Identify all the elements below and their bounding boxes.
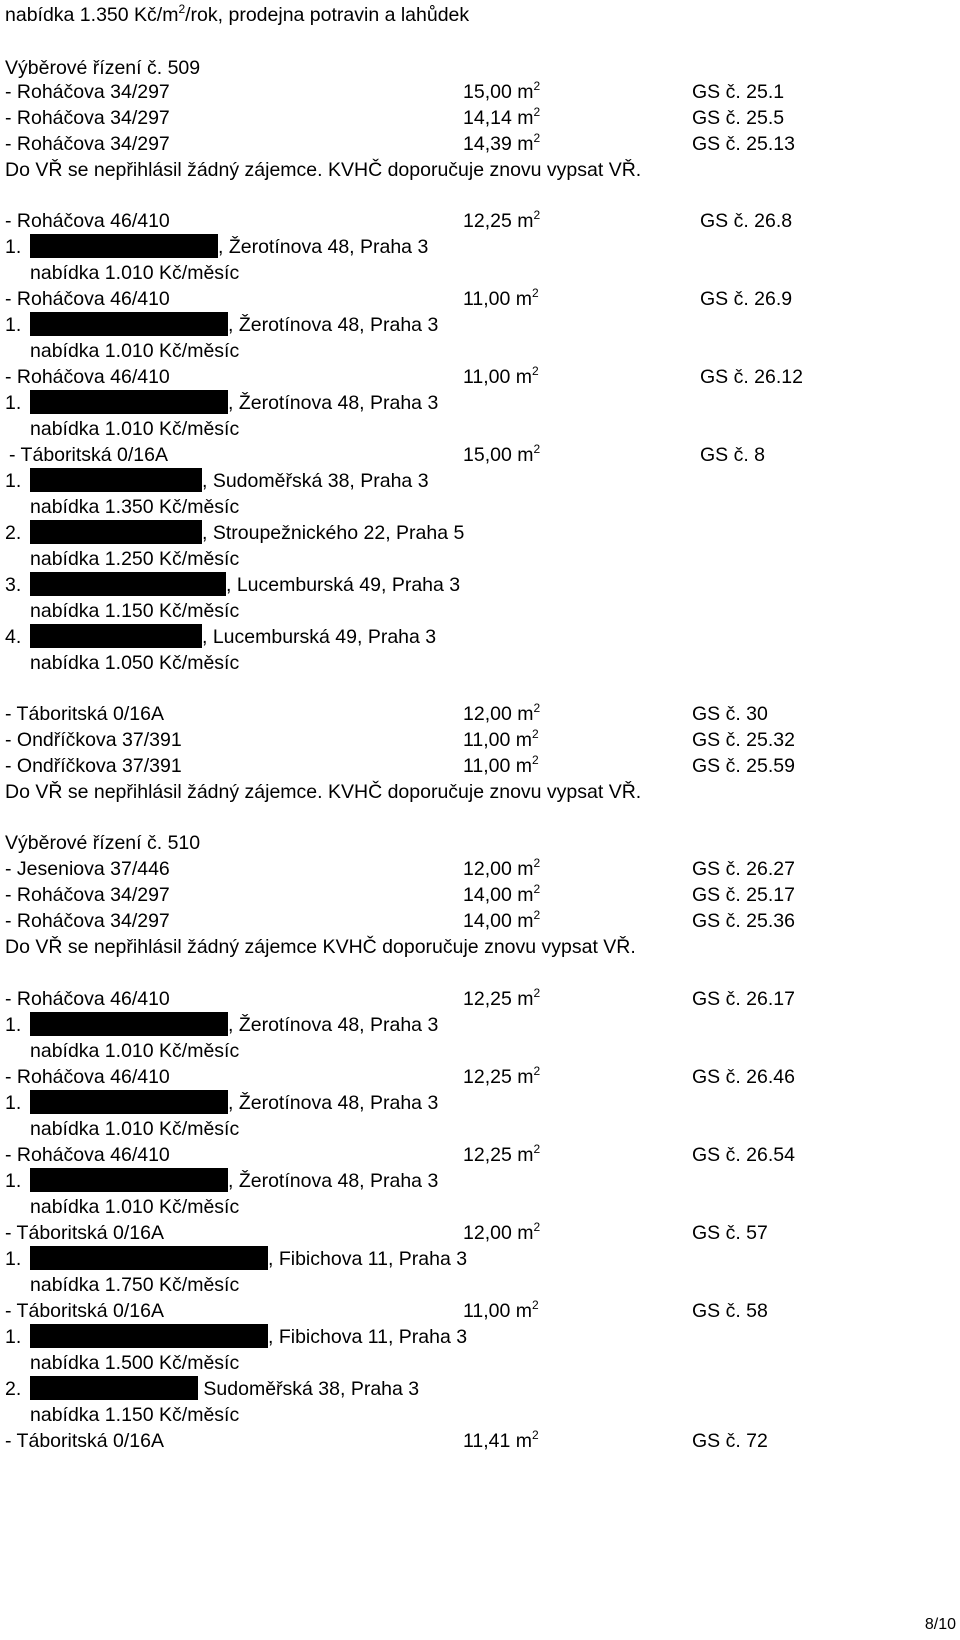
bidder-rank: 1. <box>5 236 22 258</box>
listing-row <box>0 985 960 1013</box>
section-heading-510 <box>0 829 960 857</box>
offer-text: nabídka 1.150 Kč/měsíc <box>30 1404 240 1426</box>
note-line <box>0 778 960 806</box>
offer-text: nabídka 1.010 Kč/měsíc <box>30 1118 240 1140</box>
address: - Roháčova 34/297 <box>5 910 170 932</box>
area: 11,00 m <box>463 366 533 388</box>
offer-text: nabídka 1.010 Kč/měsíc <box>30 418 240 440</box>
superscript: 2 <box>533 986 541 1000</box>
gs-number: GS č. 25.17 <box>692 884 795 906</box>
listing-row <box>0 285 960 313</box>
bidder-address: , Žerotínova 48, Praha 3 <box>228 1092 439 1114</box>
listing-row <box>0 1219 960 1247</box>
note: Do VŘ se nepřihlásil žádný zájemce. KVHČ doporučuje znovu vypsat VŘ. <box>5 159 642 181</box>
offer-line <box>0 259 960 287</box>
listing-row <box>0 726 960 754</box>
bidder-rank: 1. <box>5 1014 22 1036</box>
offer-text: nabídka 1.010 Kč/měsíc <box>30 340 240 362</box>
address: - Táboritská 0/16A <box>5 1300 164 1322</box>
offer-line <box>0 1037 960 1065</box>
offer-text: nabídka 1.010 Kč/měsíc <box>30 1040 240 1062</box>
redaction-bar <box>30 572 226 596</box>
gs-number: GS č. 30 <box>692 703 768 725</box>
superscript: 2 <box>533 1142 541 1156</box>
bidder-address: , Fibichova 11, Praha 3 <box>268 1326 468 1348</box>
listing-row <box>0 752 960 780</box>
offer-text: /rok, prodejna potravin a lahůdek <box>185 4 470 26</box>
redaction-bar <box>30 624 202 648</box>
gs-number: GS č. 25.59 <box>692 755 795 777</box>
bidder-rank: 1. <box>5 314 22 336</box>
page-number: 8/10 <box>924 1616 956 1633</box>
gs-number: GS č. 25.36 <box>692 910 795 932</box>
area: 14,00 m <box>463 910 534 932</box>
listing-row <box>0 1141 960 1169</box>
gs-number: GS č. 26.9 <box>700 288 793 310</box>
area: 12,25 m <box>463 1144 534 1166</box>
listing-row <box>0 441 960 469</box>
redaction-bar <box>30 468 202 492</box>
bidder-address: , Stroupežnického 22, Praha 5 <box>202 522 465 544</box>
address: - Roháčova 46/410 <box>5 988 170 1010</box>
gs-number: GS č. 72 <box>692 1430 768 1452</box>
address: - Roháčova 46/410 <box>5 210 170 232</box>
bidder-rank: 4. <box>5 626 22 648</box>
gs-number: GS č. 25.1 <box>692 81 785 103</box>
listing-row <box>0 855 960 883</box>
area: 14,00 m <box>463 884 534 906</box>
gs-number: GS č. 26.54 <box>692 1144 795 1166</box>
listing-row <box>0 1297 960 1325</box>
offer-line <box>0 337 960 365</box>
area: 12,25 m <box>463 210 534 232</box>
area: 12,25 m <box>463 988 534 1010</box>
area: 12,00 m <box>463 703 534 725</box>
superscript: 2 <box>532 364 539 378</box>
gs-number: GS č. 8 <box>700 444 766 466</box>
bidder-address: , Fibichova 11, Praha 3 <box>268 1248 468 1270</box>
offer-line <box>0 493 960 521</box>
listing-row <box>0 1427 960 1455</box>
bidder-rank: 1. <box>5 1248 22 1270</box>
address: - Roháčova 34/297 <box>5 81 170 103</box>
offer-line <box>0 1115 960 1143</box>
superscript: 2 <box>533 208 541 222</box>
area: 11,00 m <box>463 755 533 777</box>
address: - Roháčova 46/410 <box>5 1144 170 1166</box>
offer-line <box>0 1 960 29</box>
redaction-bar <box>30 1090 228 1114</box>
offer-text: nabídka 1.750 Kč/měsíc <box>30 1274 240 1296</box>
bidder-rank: 2. <box>5 1378 22 1400</box>
bidder-rank: 1. <box>5 1170 22 1192</box>
superscript: 2 <box>533 79 541 93</box>
area: 14,39 m <box>463 133 534 155</box>
superscript: 2 <box>532 753 539 767</box>
gs-number: GS č. 25.32 <box>692 729 795 751</box>
bidder-line <box>0 1011 960 1039</box>
bidder-address: , Žerotínova 48, Praha 3 <box>218 236 429 258</box>
offer-text: nabídka 1.500 Kč/měsíc <box>30 1352 240 1374</box>
superscript: 2 <box>533 908 541 922</box>
gs-number: GS č. 26.8 <box>700 210 793 232</box>
area: 12,00 m <box>463 858 534 880</box>
listing-row <box>0 104 960 132</box>
bidder-rank: 1. <box>5 1092 22 1114</box>
superscript: 2 <box>532 1298 539 1312</box>
redaction-bar <box>30 390 228 414</box>
listing-row <box>0 1063 960 1091</box>
offer-text: nabídka 1.250 Kč/měsíc <box>30 548 240 570</box>
superscript: 2 <box>533 882 541 896</box>
bidder-rank: 2. <box>5 522 22 544</box>
bidder-line <box>0 1323 960 1351</box>
gs-number: GS č. 57 <box>692 1222 768 1244</box>
bidder-line <box>0 1375 960 1403</box>
offer-text: nabídka 1.050 Kč/měsíc <box>30 652 240 674</box>
offer-line <box>0 415 960 443</box>
bidder-rank: 1. <box>5 470 22 492</box>
area: 11,00 m <box>463 288 533 310</box>
superscript: 2 <box>533 1220 541 1234</box>
bidder-line <box>0 571 960 599</box>
offer-text: nabídka 1.010 Kč/měsíc <box>30 1196 240 1218</box>
note: Do VŘ se nepřihlásil žádný zájemce. KVHČ doporučuje znovu vypsat VŘ. <box>5 781 642 803</box>
area: 11,41 m <box>463 1430 533 1452</box>
address: - Jeseniova 37/446 <box>5 858 170 880</box>
area: 12,25 m <box>463 1066 534 1088</box>
area: 12,00 m <box>463 1222 534 1244</box>
superscript: 2 <box>532 727 539 741</box>
offer-line <box>0 1271 960 1299</box>
bidder-rank: 3. <box>5 574 22 596</box>
address: - Roháčova 34/297 <box>5 107 170 129</box>
note-line <box>0 156 960 184</box>
note: Do VŘ se nepřihlásil žádný zájemce KVHČ doporučuje znovu vypsat VŘ. <box>5 936 636 958</box>
bidder-line <box>0 519 960 547</box>
bidder-rank: 1. <box>5 1326 22 1348</box>
bidder-address: Sudoměřská 38, Praha 3 <box>198 1378 420 1400</box>
address: - Roháčova 34/297 <box>5 884 170 906</box>
heading-text: Výběrové řízení č. 509 <box>5 57 201 79</box>
redaction-bar <box>30 1376 198 1400</box>
redaction-bar <box>30 1168 228 1192</box>
heading-text: Výběrové řízení č. 510 <box>5 832 201 854</box>
address: - Táboritská 0/16A <box>5 703 164 725</box>
offer-line <box>0 1401 960 1429</box>
address: - Roháčova 46/410 <box>5 288 170 310</box>
area: 15,00 m <box>463 444 534 466</box>
gs-number: GS č. 26.17 <box>692 988 795 1010</box>
gs-number: GS č. 26.12 <box>700 366 803 388</box>
superscript: 2 <box>533 856 541 870</box>
superscript: 2 <box>533 131 541 145</box>
offer-text: nabídka 1.350 Kč/měsíc <box>30 496 240 518</box>
bidder-address: , Lucemburská 49, Praha 3 <box>202 626 437 648</box>
listing-row <box>0 207 960 235</box>
area: 11,00 m <box>463 1300 533 1322</box>
redaction-bar <box>30 312 228 336</box>
address: - Roháčova 34/297 <box>5 133 170 155</box>
bidder-address: , Žerotínova 48, Praha 3 <box>228 1014 439 1036</box>
gs-number: GS č. 58 <box>692 1300 768 1322</box>
bidder-line <box>0 467 960 495</box>
listing-row <box>0 907 960 935</box>
bidder-line <box>0 1245 960 1273</box>
superscript: 2 <box>533 701 541 715</box>
bidder-address: , Žerotínova 48, Praha 3 <box>228 314 439 336</box>
offer-line <box>0 1349 960 1377</box>
gs-number: GS č. 25.5 <box>692 107 785 129</box>
superscript: 2 <box>532 286 539 300</box>
listing-row <box>0 700 960 728</box>
offer-line <box>0 1193 960 1221</box>
offer-text: nabídka 1.150 Kč/měsíc <box>30 600 240 622</box>
listing-row <box>0 78 960 106</box>
offer-line <box>0 597 960 625</box>
gs-number: GS č. 25.13 <box>692 133 795 155</box>
gs-number: GS č. 26.46 <box>692 1066 795 1088</box>
bidder-address: , Žerotínova 48, Praha 3 <box>228 392 439 414</box>
area: 14,14 m <box>463 107 534 129</box>
address: - Ondříčkova 37/391 <box>5 729 182 751</box>
redaction-bar <box>30 1246 268 1270</box>
listing-row <box>0 881 960 909</box>
listing-row <box>0 363 960 391</box>
area: 11,00 m <box>463 729 533 751</box>
bidder-address: , Žerotínova 48, Praha 3 <box>228 1170 439 1192</box>
superscript: 2 <box>533 1064 541 1078</box>
bidder-line <box>0 311 960 339</box>
address: - Ondříčkova 37/391 <box>5 755 182 777</box>
superscript: 2 <box>533 442 541 456</box>
bidder-line <box>0 233 960 261</box>
address: - Táboritská 0/16A <box>9 444 168 466</box>
redaction-bar <box>30 1012 228 1036</box>
redaction-bar <box>30 1324 268 1348</box>
offer-line <box>0 649 960 677</box>
offer-line <box>0 545 960 573</box>
superscript: 2 <box>178 2 186 16</box>
bidder-address: , Sudoměřská 38, Praha 3 <box>202 470 429 492</box>
gs-number: GS č. 26.27 <box>692 858 795 880</box>
note-line <box>0 933 960 961</box>
bidder-line <box>0 623 960 651</box>
offer-text: nabídka 1.010 Kč/měsíc <box>30 262 240 284</box>
address: - Táboritská 0/16A <box>5 1222 164 1244</box>
address: - Roháčova 46/410 <box>5 366 170 388</box>
listing-row <box>0 130 960 158</box>
bidder-rank: 1. <box>5 392 22 414</box>
superscript: 2 <box>532 1428 539 1442</box>
redaction-bar <box>30 520 202 544</box>
bidder-line <box>0 1167 960 1195</box>
area: 15,00 m <box>463 81 534 103</box>
bidder-address: , Lucemburská 49, Praha 3 <box>226 574 461 596</box>
redaction-bar <box>30 234 218 258</box>
superscript: 2 <box>533 105 541 119</box>
bidder-line <box>0 1089 960 1117</box>
address: - Táboritská 0/16A <box>5 1430 164 1452</box>
address: - Roháčova 46/410 <box>5 1066 170 1088</box>
offer-text: nabídka 1.350 Kč/m <box>5 4 179 26</box>
bidder-line <box>0 389 960 417</box>
